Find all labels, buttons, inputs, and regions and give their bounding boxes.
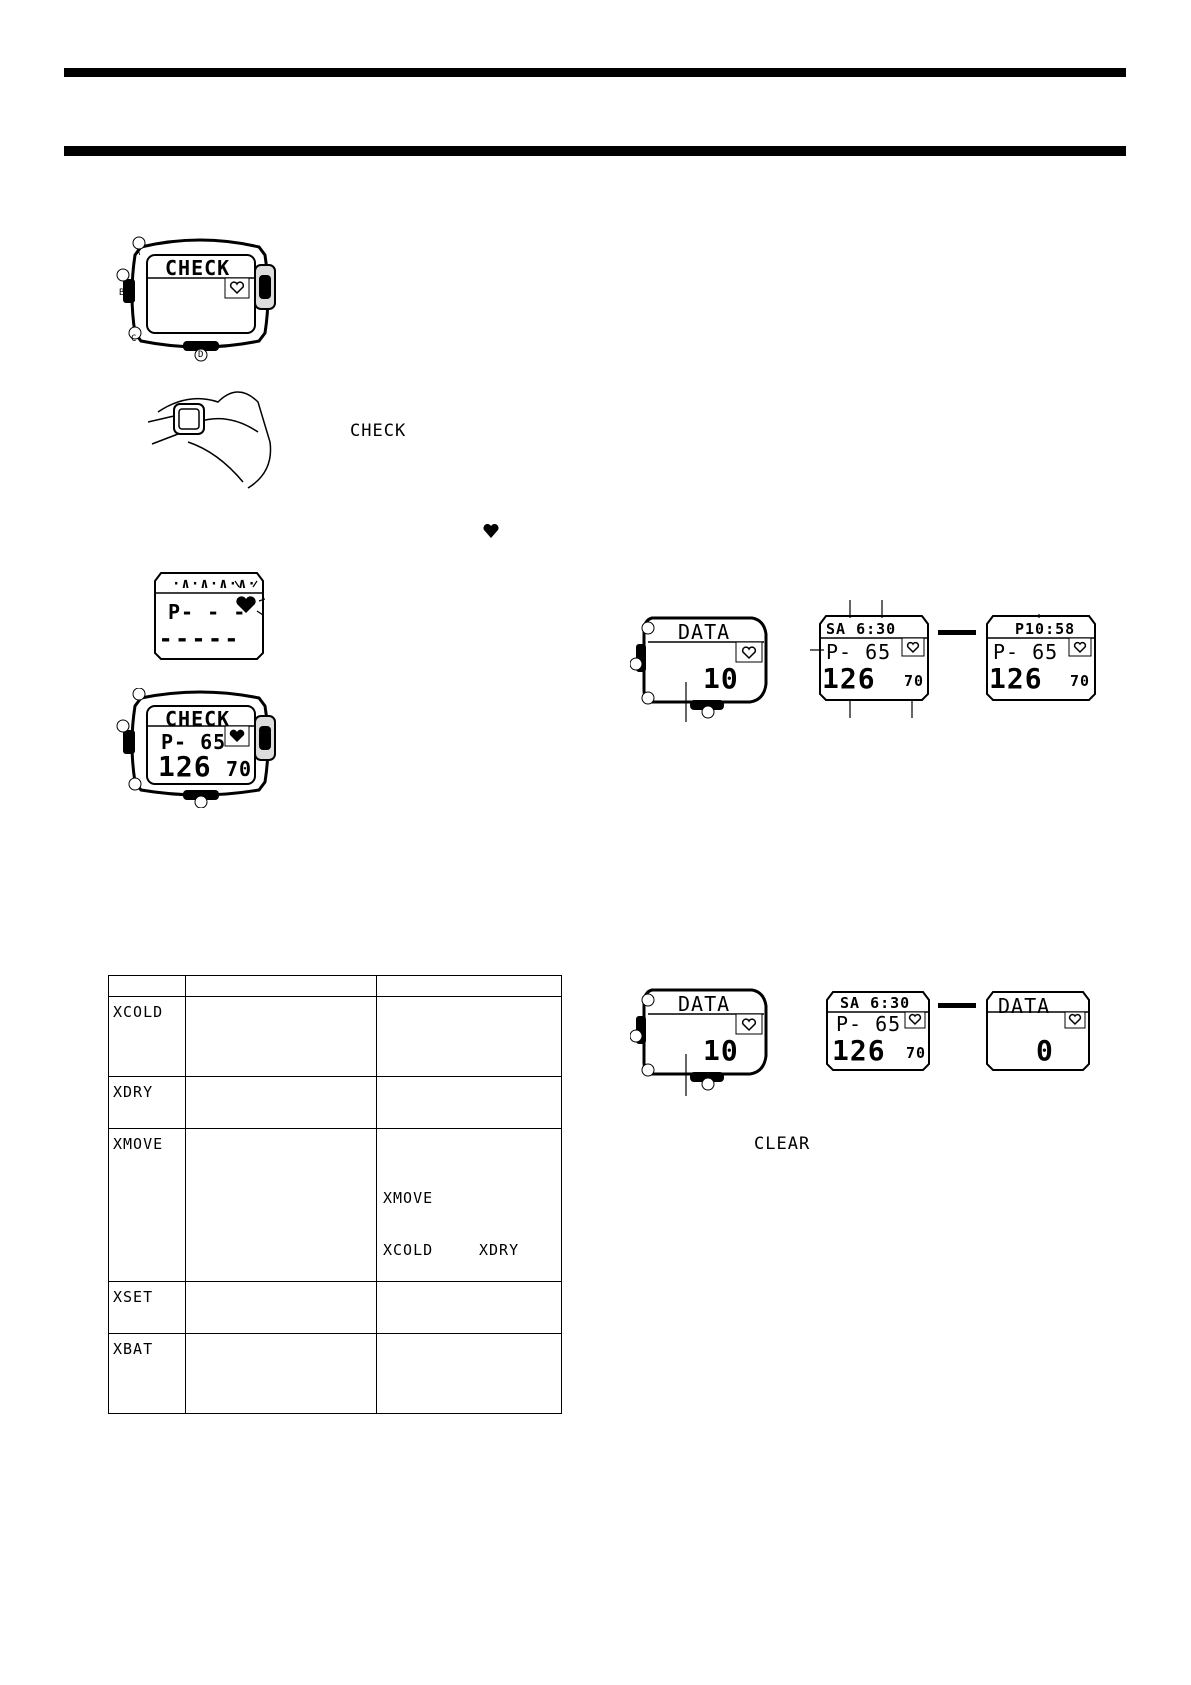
- remedy-xdry: XDRY: [479, 1241, 520, 1259]
- clear-lcd-label: CLEAR: [754, 1134, 811, 1154]
- header-rule-bottom: [64, 146, 1126, 156]
- remedy-xcold: XCOLD: [383, 1241, 434, 1259]
- recall-pulse: P- 65: [826, 640, 892, 664]
- table-row: [109, 1077, 562, 1129]
- table-row: [109, 1129, 562, 1282]
- result-systolic: 126: [158, 750, 212, 783]
- button-a-label: A: [135, 248, 141, 258]
- result-check-label: CHECK: [165, 707, 231, 731]
- recall-time-diastolic: 70: [1070, 672, 1091, 690]
- error-cause: [186, 997, 377, 1077]
- remedy-xmove: XMOVE: [383, 1189, 434, 1207]
- result-pulse: P- 65: [161, 730, 227, 754]
- clear-empty-count: 0: [1036, 1034, 1054, 1067]
- error-cause: [186, 1077, 377, 1129]
- clear-diastolic: 70: [906, 1044, 927, 1062]
- error-remedy: [377, 997, 562, 1077]
- recall-data-count: 10: [703, 662, 739, 695]
- watch-check-illustration: [115, 235, 285, 365]
- table-row: [109, 1282, 562, 1334]
- error-code: XDRY: [109, 1077, 186, 1129]
- error-remedy: [377, 1077, 562, 1129]
- error-remedy: [377, 1334, 562, 1414]
- button-b-label: B: [119, 288, 125, 298]
- header-cell: [377, 976, 562, 997]
- recall-data-label: DATA: [678, 620, 731, 644]
- error-code: XCOLD: [109, 997, 186, 1077]
- error-code: XBAT: [109, 1334, 186, 1414]
- error-code: XMOVE: [109, 1129, 186, 1282]
- pulse-dashes: ▬ ▬ ▬ ▬ ▬: [162, 632, 237, 646]
- error-code: XSET: [109, 1282, 186, 1334]
- pulse-reading: P- - -: [168, 600, 247, 624]
- recall-diastolic: 70: [904, 672, 925, 690]
- header-cell: [186, 976, 377, 997]
- error-cause: [186, 1129, 377, 1282]
- heart-icon: [483, 524, 499, 538]
- error-cause: [186, 1282, 377, 1334]
- clear-arrow-bar: [938, 1003, 976, 1008]
- error-code-table: [108, 975, 562, 1414]
- error-remedy: [377, 1129, 562, 1282]
- recall-arrow-bar: [938, 630, 976, 635]
- recall-day-time: SA 6:30: [826, 620, 897, 638]
- clear-pulse: P- 65: [836, 1012, 902, 1036]
- button-c-label: C: [131, 334, 137, 344]
- recall-time: P10:58: [1015, 620, 1076, 638]
- recall-time-systolic: 126: [989, 662, 1043, 695]
- clear-empty-label: DATA: [998, 994, 1051, 1018]
- recall-systolic: 126: [822, 662, 876, 695]
- result-diastolic: 70: [226, 757, 253, 781]
- watch-check-label: CHECK: [165, 256, 231, 280]
- pulse-wave: ·∧·∧·∧·∧·: [172, 576, 257, 592]
- table-row: [109, 1334, 562, 1414]
- instruction-check-lcd: CHECK: [350, 421, 407, 441]
- table-row: [109, 997, 562, 1077]
- clear-data-label: DATA: [678, 992, 731, 1016]
- error-table-header: [109, 976, 562, 997]
- error-cause: [186, 1334, 377, 1414]
- error-remedy: [377, 1282, 562, 1334]
- clear-day-time: SA 6:30: [840, 994, 911, 1012]
- wrist-measurement-illustration: [148, 372, 278, 492]
- header-rule-top: [64, 68, 1126, 77]
- clear-data-count: 10: [703, 1034, 739, 1067]
- recall-callout-lines: [810, 600, 930, 720]
- clear-systolic: 126: [832, 1034, 886, 1067]
- recall-time-pulse: P- 65: [993, 640, 1059, 664]
- button-d-label: D: [198, 350, 204, 360]
- header-cell: [109, 976, 186, 997]
